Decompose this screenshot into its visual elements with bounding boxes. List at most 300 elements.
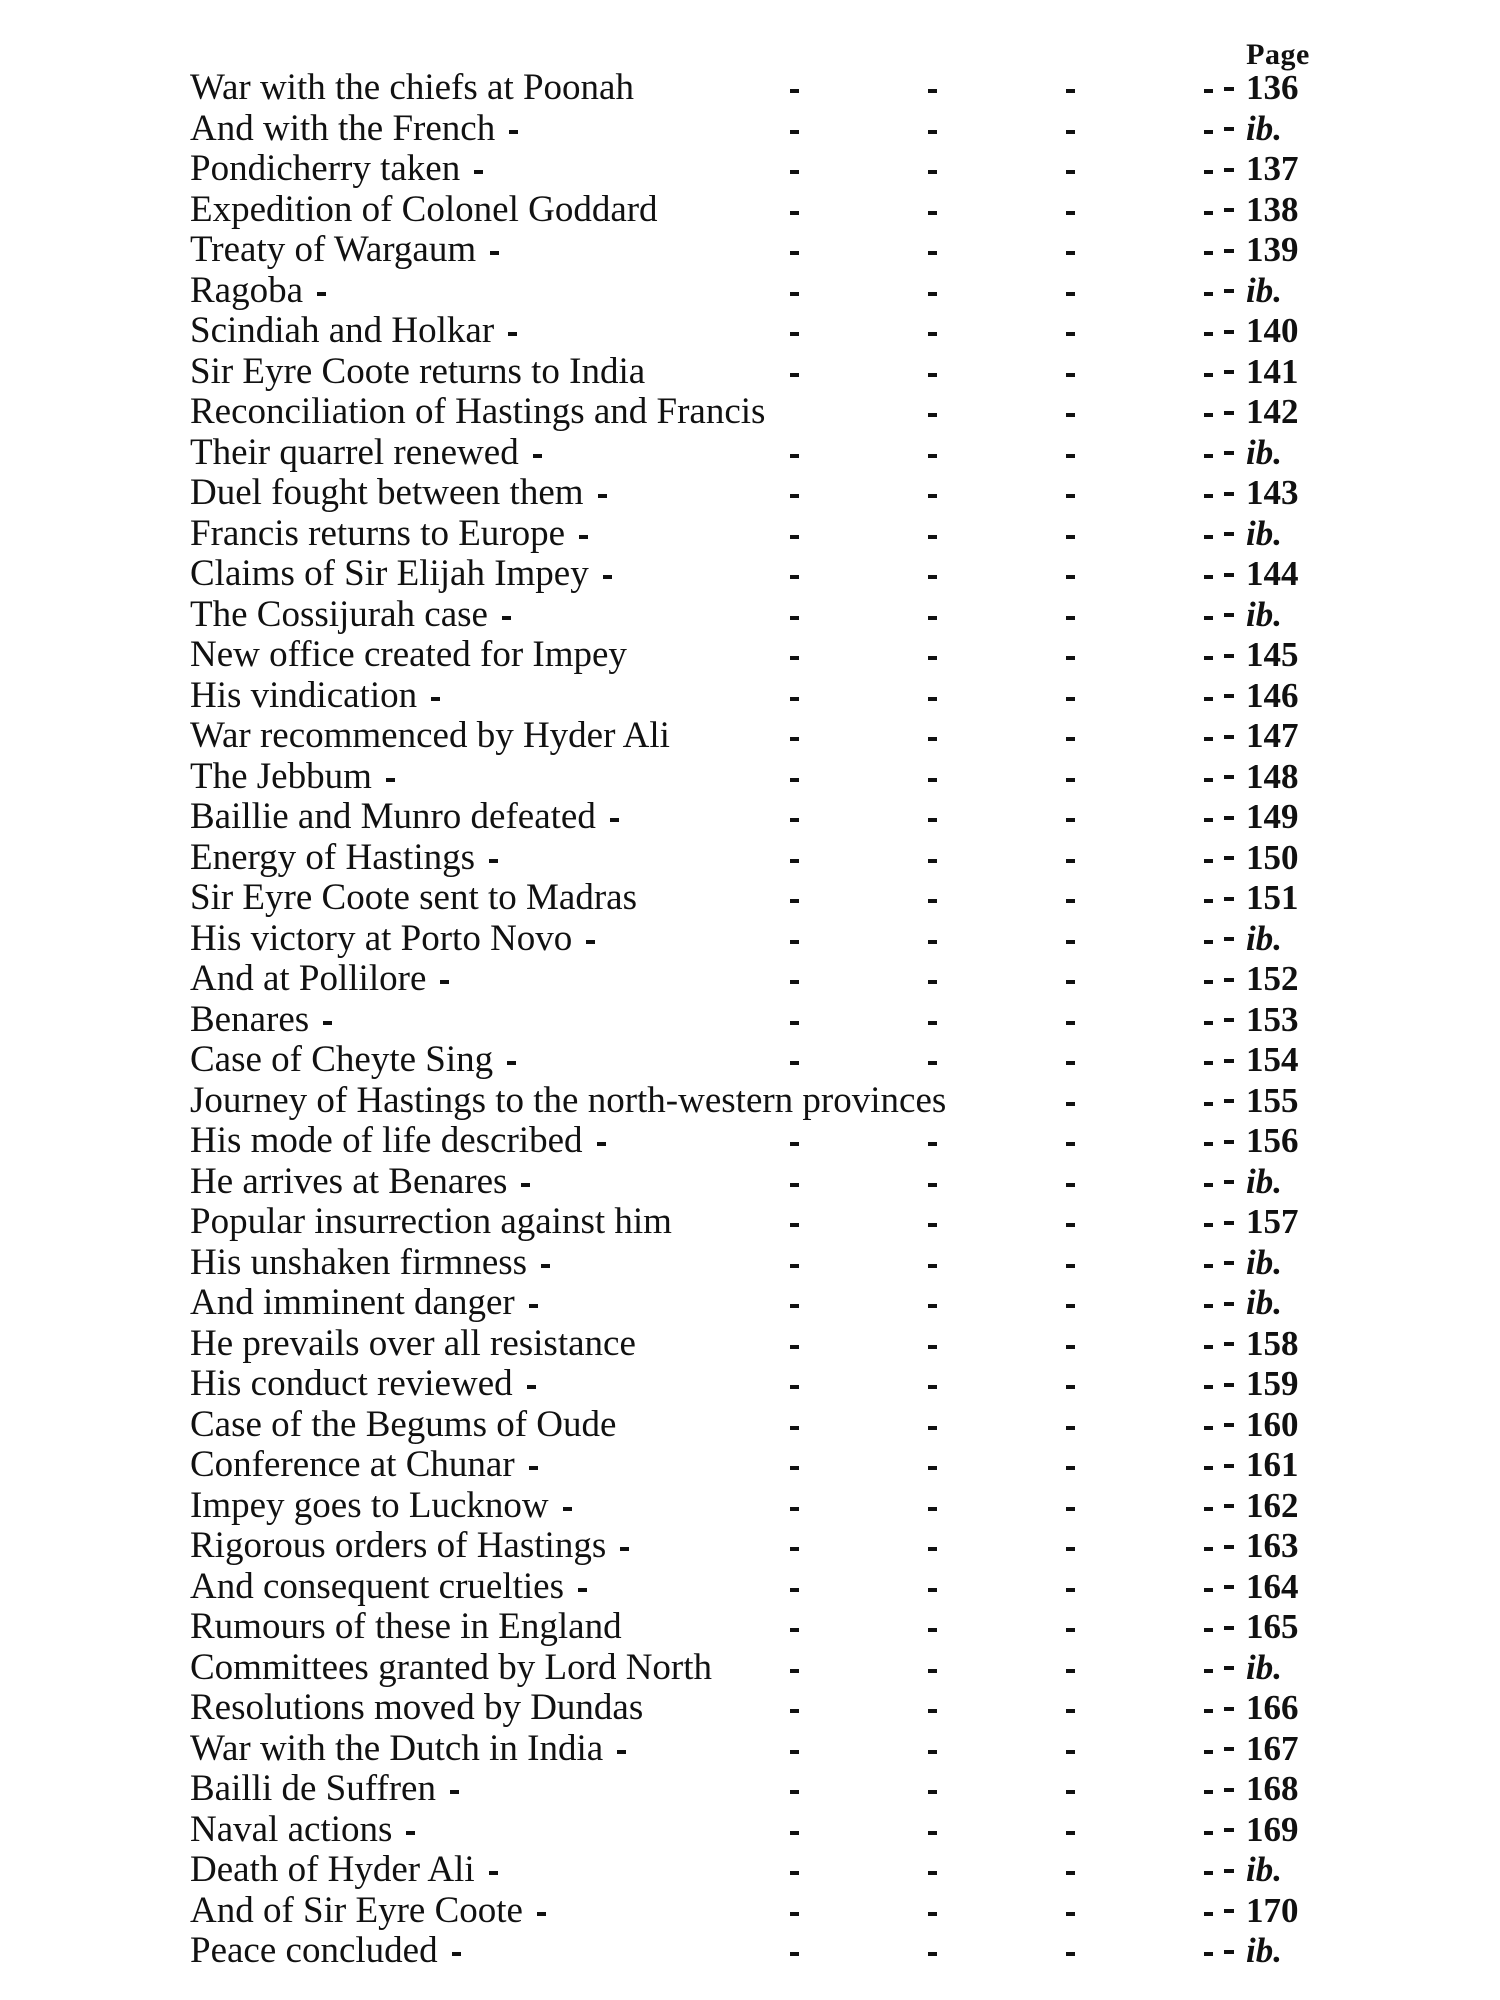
page-number: ib. bbox=[1246, 1283, 1282, 1322]
leader-dots bbox=[190, 1364, 1350, 1405]
page-dash bbox=[1224, 87, 1234, 91]
leader-dot bbox=[928, 494, 937, 498]
leader-dot bbox=[1066, 89, 1075, 93]
toc-entry-title: Committees granted by Lord North bbox=[190, 1646, 713, 1688]
leader-dots bbox=[190, 635, 1350, 676]
toc-entry bbox=[190, 1324, 1350, 1365]
page-number: 142 bbox=[1246, 392, 1299, 431]
leader-dot bbox=[790, 1142, 799, 1146]
page-dash bbox=[1224, 856, 1234, 860]
toc-entry-title: Scindiah and Holkar bbox=[190, 310, 495, 351]
leader-dots bbox=[190, 433, 1350, 474]
toc-entry-title: Impey goes to Lucknow bbox=[190, 1484, 549, 1526]
leader-dot bbox=[790, 1021, 799, 1025]
page-number: 144 bbox=[1246, 554, 1299, 593]
toc-entry-page bbox=[1224, 757, 1334, 798]
leader-dots bbox=[190, 595, 1350, 636]
toc-entry-page bbox=[1224, 1000, 1334, 1041]
toc-entry bbox=[190, 311, 1350, 352]
leader-dot bbox=[1066, 737, 1075, 741]
leader-dots bbox=[190, 109, 1350, 150]
toc-entry-page bbox=[1224, 1121, 1334, 1162]
leader-dot bbox=[928, 737, 937, 741]
toc-entry bbox=[190, 878, 1350, 919]
leader-dot bbox=[928, 656, 937, 660]
leader-dot bbox=[1204, 1831, 1213, 1835]
leader-dot bbox=[1066, 1142, 1075, 1146]
leader-dot bbox=[1204, 1790, 1213, 1794]
toc-entry bbox=[190, 959, 1350, 1000]
leader-dot bbox=[1204, 170, 1213, 174]
leader-dot bbox=[790, 454, 799, 458]
leader-dot bbox=[579, 535, 588, 539]
toc-entry bbox=[190, 1688, 1350, 1729]
page-number: ib. bbox=[1246, 594, 1282, 634]
page-number: ib. bbox=[1246, 918, 1282, 958]
page-dash bbox=[1224, 613, 1234, 617]
page-dash bbox=[1224, 451, 1234, 455]
leader-dot bbox=[1066, 170, 1075, 174]
page-number: ib. bbox=[1246, 513, 1282, 553]
leader-dot bbox=[1204, 616, 1213, 620]
toc-entry bbox=[190, 1526, 1350, 1567]
toc-entry-title: Death of Hyder Ali bbox=[190, 1849, 475, 1890]
page-number: 163 bbox=[1246, 1526, 1299, 1565]
page-dash bbox=[1224, 1302, 1234, 1306]
page-number: 151 bbox=[1246, 878, 1299, 917]
leader-dot bbox=[1066, 1385, 1075, 1389]
toc-entry-page bbox=[1224, 1486, 1334, 1527]
leader-dot bbox=[1066, 1547, 1075, 1551]
leader-dot bbox=[1066, 332, 1075, 336]
leader-dot bbox=[928, 1021, 937, 1025]
toc-entry-page bbox=[1224, 1324, 1334, 1365]
leader-dot bbox=[603, 575, 612, 579]
leader-dot bbox=[790, 1912, 799, 1916]
toc-entry-page bbox=[1224, 838, 1334, 879]
toc-entry bbox=[190, 919, 1350, 960]
toc-entry bbox=[190, 1000, 1350, 1041]
toc-entry-page bbox=[1224, 1688, 1334, 1729]
toc-entry bbox=[190, 1486, 1350, 1527]
leader-dot bbox=[521, 1183, 530, 1187]
toc-entry-title: Journey of Hastings to the north-western provinces bbox=[190, 1079, 947, 1121]
leader-dot bbox=[790, 1466, 799, 1470]
leader-dot bbox=[620, 1547, 629, 1551]
leader-dot bbox=[578, 1588, 587, 1592]
page-number: 166 bbox=[1246, 1688, 1299, 1727]
leader-dot bbox=[1066, 818, 1075, 822]
toc-entry-title: And consequent cruelties bbox=[190, 1565, 564, 1607]
page-dash bbox=[1224, 1180, 1234, 1184]
leader-dot bbox=[489, 1871, 498, 1875]
page-dash bbox=[1224, 1383, 1234, 1387]
leader-dot bbox=[1204, 535, 1213, 539]
leader-dot bbox=[928, 130, 937, 134]
toc-entry-page bbox=[1224, 676, 1334, 717]
toc-entry bbox=[190, 1081, 1350, 1122]
leader-dots bbox=[190, 1121, 1350, 1162]
leader-dot bbox=[790, 899, 799, 903]
leader-dot bbox=[1204, 1547, 1213, 1551]
leader-dot bbox=[533, 454, 542, 458]
leader-dot bbox=[1066, 778, 1075, 782]
leader-dot bbox=[1066, 1304, 1075, 1308]
toc-entry-title: Resolutions moved by Dundas bbox=[190, 1687, 644, 1728]
leader-dot bbox=[1204, 899, 1213, 903]
leader-dot bbox=[790, 1588, 799, 1592]
leader-dot bbox=[790, 1264, 799, 1268]
leader-dot bbox=[1066, 211, 1075, 215]
page-number: 164 bbox=[1246, 1566, 1299, 1606]
leader-dots bbox=[190, 1202, 1350, 1243]
leader-dot bbox=[928, 454, 937, 458]
leader-dots bbox=[190, 1324, 1350, 1365]
leader-dots bbox=[190, 757, 1350, 798]
leader-dot bbox=[790, 778, 799, 782]
page-dash bbox=[1224, 1221, 1234, 1225]
toc-entry-page bbox=[1224, 1526, 1334, 1567]
leader-dot bbox=[1204, 980, 1213, 984]
leader-dot bbox=[1066, 1831, 1075, 1835]
leader-dot bbox=[928, 1588, 937, 1592]
leader-dot bbox=[1066, 1507, 1075, 1511]
toc-entry-title: Reconciliation of Hastings and Francis bbox=[190, 391, 766, 432]
toc-entry-page bbox=[1224, 716, 1334, 757]
leader-dot bbox=[928, 1223, 937, 1227]
toc-entry-title: Francis returns to Europe bbox=[190, 512, 566, 554]
page-dash bbox=[1224, 127, 1234, 131]
toc-entry-page bbox=[1224, 473, 1334, 514]
leader-dot bbox=[928, 1871, 937, 1875]
toc-entry bbox=[190, 1891, 1350, 1932]
leader-dot bbox=[1066, 1709, 1075, 1713]
page-number: 150 bbox=[1246, 837, 1299, 877]
leader-dot bbox=[1204, 1021, 1213, 1025]
page-dash bbox=[1224, 1261, 1234, 1265]
leader-dots bbox=[190, 676, 1350, 717]
leader-dot bbox=[617, 1750, 626, 1754]
toc-entry bbox=[190, 1162, 1350, 1203]
toc-entry-page bbox=[1224, 1931, 1334, 1972]
leader-dots bbox=[190, 919, 1350, 960]
leader-dots bbox=[190, 1607, 1350, 1648]
leader-dot bbox=[790, 1061, 799, 1065]
toc-entry-title: Case of the Begums of Oude bbox=[190, 1403, 617, 1445]
leader-dot bbox=[928, 1304, 937, 1308]
page-number: 157 bbox=[1246, 1202, 1299, 1241]
leader-dot bbox=[928, 170, 937, 174]
leader-dots bbox=[190, 878, 1350, 919]
leader-dot bbox=[1204, 1385, 1213, 1389]
page-number: 148 bbox=[1246, 756, 1299, 796]
leader-dot bbox=[1066, 1669, 1075, 1673]
leader-dot bbox=[474, 170, 483, 174]
leader-dots bbox=[190, 1243, 1350, 1284]
leader-dot bbox=[1204, 1304, 1213, 1308]
leader-dot bbox=[790, 1871, 799, 1875]
toc-entry-page bbox=[1224, 68, 1334, 109]
leader-dot bbox=[1204, 818, 1213, 822]
toc-entry-title: His unshaken firmness bbox=[190, 1241, 528, 1283]
leader-dot bbox=[928, 899, 937, 903]
leader-dot bbox=[1066, 1345, 1075, 1349]
page-number: 170 bbox=[1246, 1890, 1299, 1930]
leader-dot bbox=[1066, 1790, 1075, 1794]
leader-dot bbox=[1066, 980, 1075, 984]
leader-dot bbox=[790, 89, 799, 93]
toc-entry-title: Claims of Sir Elijah Impey bbox=[190, 553, 589, 594]
page-number: ib. bbox=[1246, 270, 1282, 310]
leader-dot bbox=[1204, 1628, 1213, 1632]
leader-dots bbox=[190, 1081, 1350, 1122]
page-dash bbox=[1224, 370, 1234, 374]
leader-dot bbox=[928, 1669, 937, 1673]
toc-entry-title: He prevails over all resistance bbox=[190, 1322, 636, 1364]
leader-dot bbox=[1204, 1466, 1213, 1470]
leader-dot bbox=[323, 1021, 332, 1025]
toc-entry-title: War with the Dutch in India bbox=[190, 1727, 604, 1769]
page-number: 155 bbox=[1246, 1080, 1299, 1120]
leader-dot bbox=[790, 292, 799, 296]
leader-dots bbox=[190, 1162, 1350, 1203]
leader-dot bbox=[1066, 251, 1075, 255]
leader-dots bbox=[190, 1648, 1350, 1689]
leader-dot bbox=[928, 251, 937, 255]
leader-dots bbox=[190, 1850, 1350, 1891]
leader-dot bbox=[928, 575, 937, 579]
toc-entry bbox=[190, 1040, 1350, 1081]
toc-entry-page bbox=[1224, 1769, 1334, 1810]
leader-dots bbox=[190, 230, 1350, 271]
leader-dot bbox=[502, 616, 511, 620]
leader-dot bbox=[1204, 1061, 1213, 1065]
leader-dots bbox=[190, 149, 1350, 190]
leader-dots bbox=[190, 1688, 1350, 1729]
leader-dot bbox=[529, 1466, 538, 1470]
toc-entry bbox=[190, 676, 1350, 717]
toc-entry-page bbox=[1224, 1040, 1334, 1081]
leader-dot bbox=[928, 89, 937, 93]
toc-entry bbox=[190, 68, 1350, 109]
page-dash bbox=[1224, 816, 1234, 820]
page-number: 136 bbox=[1246, 68, 1299, 107]
leader-dot bbox=[527, 1385, 536, 1389]
toc-entry bbox=[190, 1567, 1350, 1608]
page-number: 139 bbox=[1246, 230, 1299, 269]
leader-dot bbox=[1066, 1912, 1075, 1916]
leader-dot bbox=[452, 1952, 461, 1956]
page-dash bbox=[1224, 1788, 1234, 1792]
leader-dot bbox=[1066, 1264, 1075, 1268]
leader-dot bbox=[1066, 1223, 1075, 1227]
leader-dot bbox=[1066, 494, 1075, 498]
toc-entry-title: Case of Cheyte Sing bbox=[190, 1039, 494, 1080]
leader-dot bbox=[790, 575, 799, 579]
leader-dot bbox=[1204, 1588, 1213, 1592]
leader-dots bbox=[190, 1891, 1350, 1932]
leader-dot bbox=[1066, 899, 1075, 903]
toc-entry-page bbox=[1224, 1850, 1334, 1891]
page-dash bbox=[1224, 1626, 1234, 1630]
leader-dot bbox=[1204, 737, 1213, 741]
toc-entry-title: Peace concluded bbox=[190, 1930, 438, 1971]
leader-dot bbox=[928, 1385, 937, 1389]
toc-entry-page bbox=[1224, 1202, 1334, 1243]
toc-entry-title: And imminent danger bbox=[190, 1282, 515, 1323]
toc-entry-title: Rumours of these in England bbox=[190, 1606, 622, 1647]
leader-dots bbox=[190, 1769, 1350, 1810]
page-number: ib. bbox=[1246, 1647, 1282, 1687]
leader-dot bbox=[790, 1709, 799, 1713]
page-number: 167 bbox=[1246, 1728, 1299, 1768]
toc-entry-page bbox=[1224, 149, 1334, 190]
toc-entry-page bbox=[1224, 959, 1334, 1000]
toc-entry-title: His mode of life described bbox=[190, 1120, 583, 1161]
toc-entry bbox=[190, 473, 1350, 514]
toc-entry-title: Expedition of Colonel Goddard bbox=[190, 188, 658, 230]
leader-dots bbox=[190, 1526, 1350, 1567]
leader-dot bbox=[1204, 697, 1213, 701]
toc-entry bbox=[190, 1607, 1350, 1648]
leader-dot bbox=[1204, 1952, 1213, 1956]
leader-dot bbox=[1204, 940, 1213, 944]
page-dash bbox=[1224, 897, 1234, 901]
leader-dot bbox=[790, 1952, 799, 1956]
toc-entry-title: And with the French bbox=[190, 107, 496, 149]
leader-dot bbox=[1066, 454, 1075, 458]
leader-dots bbox=[190, 1040, 1350, 1081]
page-dash bbox=[1224, 1828, 1234, 1832]
leader-dot bbox=[928, 1709, 937, 1713]
leader-dot bbox=[1204, 1912, 1213, 1916]
leader-dot bbox=[790, 859, 799, 863]
page-number: 165 bbox=[1246, 1607, 1299, 1646]
toc-entry-title: Treaty of Wargaum bbox=[190, 229, 477, 270]
leader-dot bbox=[1066, 940, 1075, 944]
leader-dot bbox=[490, 251, 499, 255]
page-number: 152 bbox=[1246, 959, 1299, 998]
leader-dot bbox=[790, 940, 799, 944]
toc-entry-title: Sir Eyre Coote sent to Madras bbox=[190, 877, 637, 918]
toc-entry-title: The Jebbum bbox=[190, 755, 372, 797]
leader-dot bbox=[928, 1183, 937, 1187]
leader-dots bbox=[190, 1405, 1350, 1446]
toc-entry-page bbox=[1224, 1283, 1334, 1324]
leader-dots bbox=[190, 716, 1350, 757]
toc-entry-title: And at Pollilore bbox=[190, 958, 427, 999]
table-of-contents bbox=[190, 68, 1350, 1972]
leader-dot bbox=[1204, 1426, 1213, 1430]
page-number: ib. bbox=[1246, 432, 1282, 472]
page-number: 156 bbox=[1246, 1121, 1299, 1160]
leader-dot bbox=[928, 1912, 937, 1916]
leader-dot bbox=[1066, 859, 1075, 863]
leader-dot bbox=[790, 1345, 799, 1349]
toc-entry-page bbox=[1224, 1364, 1334, 1405]
leader-dot bbox=[790, 1385, 799, 1389]
toc-entry-page bbox=[1224, 919, 1334, 960]
leader-dot bbox=[928, 1507, 937, 1511]
leader-dots bbox=[190, 1931, 1350, 1972]
toc-entry-title: Energy of Hastings bbox=[190, 836, 475, 878]
leader-dot bbox=[507, 1061, 516, 1065]
page-number: 145 bbox=[1246, 635, 1299, 674]
toc-entry-title: Duel fought between them bbox=[190, 472, 584, 513]
toc-entry-page bbox=[1224, 271, 1334, 312]
leader-dot bbox=[790, 1426, 799, 1430]
leader-dot bbox=[1066, 1426, 1075, 1430]
page-dash bbox=[1224, 1950, 1234, 1954]
leader-dot bbox=[1204, 778, 1213, 782]
toc-entry-title: His conduct reviewed bbox=[190, 1363, 513, 1404]
leader-dot bbox=[928, 616, 937, 620]
leader-dot bbox=[790, 535, 799, 539]
leader-dot bbox=[509, 130, 518, 134]
leader-dots bbox=[190, 271, 1350, 312]
leader-dots bbox=[190, 838, 1350, 879]
page-number: 146 bbox=[1246, 675, 1299, 715]
toc-entry-page bbox=[1224, 1162, 1334, 1203]
leader-dot bbox=[928, 980, 937, 984]
page-number: 162 bbox=[1246, 1485, 1299, 1525]
leader-dot bbox=[508, 332, 517, 336]
leader-dot bbox=[1066, 535, 1075, 539]
leader-dot bbox=[928, 1831, 937, 1835]
toc-entry bbox=[190, 757, 1350, 798]
leader-dot bbox=[1066, 1952, 1075, 1956]
leader-dot bbox=[563, 1507, 572, 1511]
toc-entry bbox=[190, 1769, 1350, 1810]
leader-dot bbox=[1066, 575, 1075, 579]
page-dash bbox=[1224, 735, 1234, 739]
page-number: 168 bbox=[1246, 1769, 1299, 1808]
page-number: 140 bbox=[1246, 311, 1299, 350]
toc-entry-page bbox=[1224, 595, 1334, 636]
leader-dot bbox=[1066, 656, 1075, 660]
leader-dot bbox=[1204, 1183, 1213, 1187]
toc-entry-page bbox=[1224, 230, 1334, 271]
page-number: 137 bbox=[1246, 149, 1299, 188]
page-dash bbox=[1224, 208, 1234, 212]
leader-dot bbox=[1066, 413, 1075, 417]
page-number: 141 bbox=[1246, 351, 1299, 391]
leader-dot bbox=[1204, 454, 1213, 458]
toc-entry-title: Sir Eyre Coote returns to India bbox=[190, 350, 646, 392]
leader-dot bbox=[928, 697, 937, 701]
leader-dot bbox=[1066, 1183, 1075, 1187]
toc-entry bbox=[190, 1648, 1350, 1689]
leader-dot bbox=[928, 1345, 937, 1349]
leader-dots bbox=[190, 68, 1350, 109]
leader-dot bbox=[928, 1264, 937, 1268]
leader-dots bbox=[190, 1000, 1350, 1041]
toc-entry bbox=[190, 1405, 1350, 1446]
toc-entry bbox=[190, 1243, 1350, 1284]
leader-dot bbox=[597, 1142, 606, 1146]
toc-entry bbox=[190, 109, 1350, 150]
leader-dot bbox=[928, 535, 937, 539]
leader-dot bbox=[790, 656, 799, 660]
toc-entry bbox=[190, 1931, 1350, 1972]
leader-dot bbox=[1066, 1628, 1075, 1632]
leader-dot bbox=[1066, 1021, 1075, 1025]
leader-dots bbox=[190, 392, 1350, 433]
toc-entry-title: His victory at Porto Novo bbox=[190, 917, 573, 959]
toc-entry bbox=[190, 149, 1350, 190]
toc-entry-page bbox=[1224, 1648, 1334, 1689]
page-number: 160 bbox=[1246, 1404, 1299, 1444]
